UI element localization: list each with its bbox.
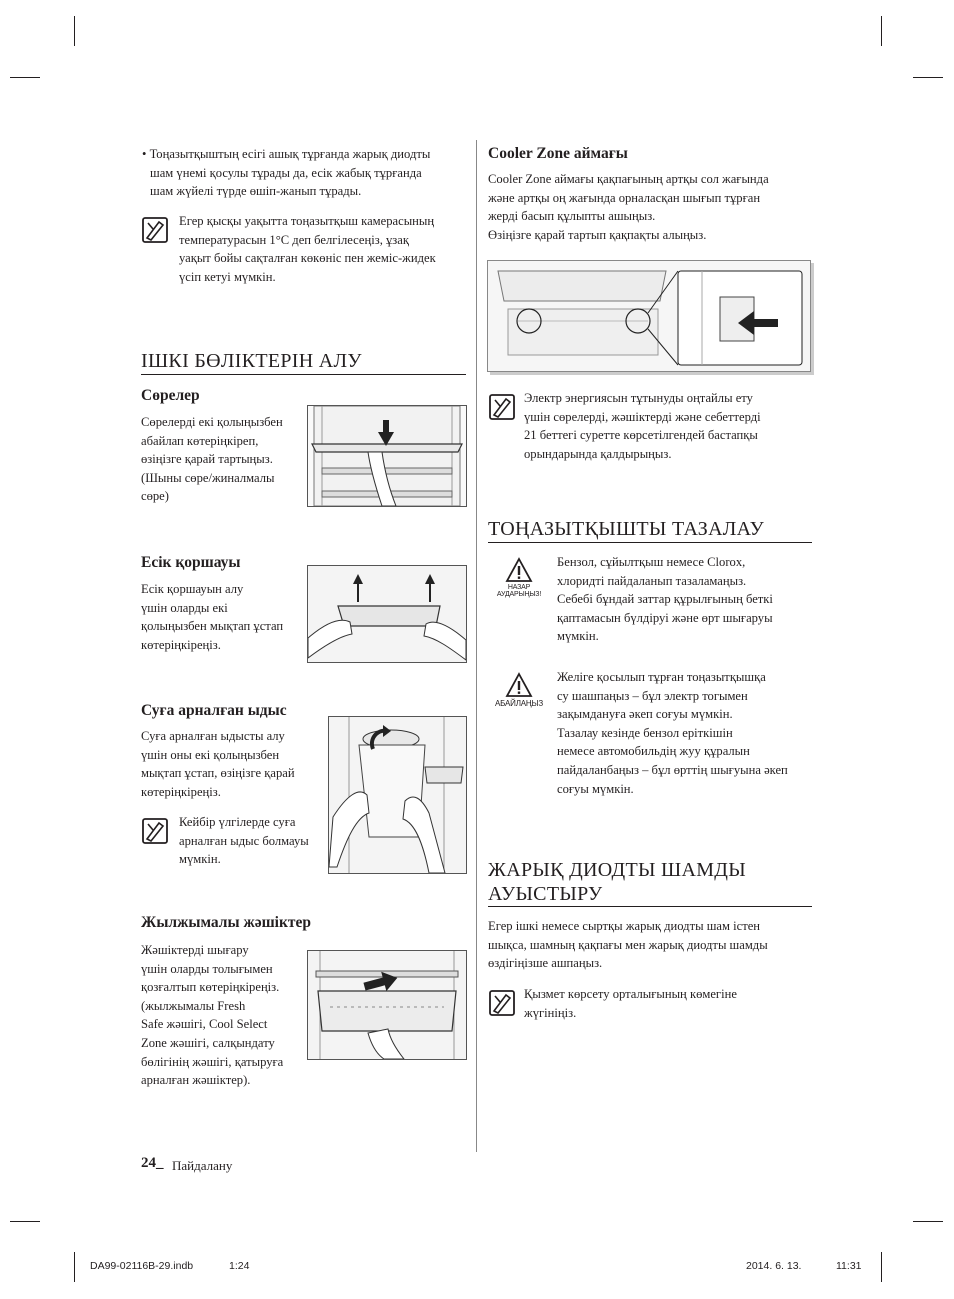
column-divider	[476, 140, 477, 1152]
crop-mark	[913, 77, 943, 78]
note-text-temperature: Егер қысқы уақытта тоңазытқыш камерасының температурасын 1°C деп белгілесеңіз, ұзақ уақыт бойы сақталған көкөніс пен жеміс-жидек үсіп кетуі мүмкін.	[179, 214, 436, 284]
door-guard-illustration	[307, 565, 467, 663]
section-rule	[141, 374, 466, 375]
bullet-led-text: • Тоңазытқыштың есігі ашық тұрғанда жарық диодты шам үнемі қосулы тұрады да, есік жабық тұрғанда шам жүйелі түрде өшіп-жанып тұрады.	[142, 147, 431, 199]
warning-triangle-icon	[505, 557, 533, 583]
drawer-illustration	[307, 950, 467, 1060]
subtitle-water-tank: Суға арналған ыдыс	[141, 702, 287, 719]
cooler-zone-text: Cooler Zone аймағы қақпағының артқы сол жағында және артқы оң жағында орналасқан шығып тұрған жерді басып құлыпты ашыңыз. Өзіңізге қарай тартып қақпақты алыңыз.	[488, 172, 769, 242]
section-title-led: ЖАРЫҚ ДИОДТЫ ШАМДЫ АУЫСТЫРУ	[488, 859, 746, 905]
crop-mark	[913, 1221, 943, 1222]
crop-mark	[74, 1252, 75, 1282]
crop-mark	[10, 77, 40, 78]
footer-date: 2014. 6. 13.	[746, 1260, 802, 1272]
door-guard-text: Есік қоршауын алу үшін оларды екі қолыңызбен мықтап ұстап көтеріңкіреңіз.	[141, 582, 284, 652]
warning-label: НАЗАР АУДАРЫҢЫЗ!	[496, 584, 542, 598]
shelf-illustration	[307, 405, 467, 507]
drawers-text: Жәшіктерді шығару үшін оларды толығымен қозғалтып көтеріңкіреңіз. (жылжымалы Fresh Safe жәшігі, Cool Select Zone жәшігі, салқындату бөлігінің жәшігі, қатыруға арналған жәшіктер).	[141, 943, 284, 1088]
note-energy-text: Электр энергиясын тұтынуды оңтайлы ету үшін сөрелерді, жәшіктерді және себеттерді 21 беттегі суретте көрсетілгендей бастапқы орындарында қалдырыңыз.	[524, 391, 761, 461]
section-rule	[488, 906, 812, 907]
subtitle-door-guard: Есік қоршауы	[141, 554, 241, 571]
warning-block	[486, 557, 552, 598]
footer-file: DA99-02116B-29.indb	[90, 1260, 194, 1272]
caution-label: АБАЙЛАҢЫЗ	[495, 699, 543, 708]
warning2-text: Желіге қосылып тұрған тоңазытқышқа су шашпаңыз – бұл электр тогымен зақымдануға әкеп соғуы мүмкін. Тазалау кезінде бензол еріткішін немесе автомобильдің жуу құралын пайдаланбаңыз – бұл өрттің шығуына әкеп соғуы мүмкін.	[557, 670, 788, 796]
led-text: Егер ішкі немесе сыртқы жарық диодты шам істен шықса, шамның қақпағы мен жарық диодты шамды өздігіңізше ашпаңыз.	[488, 919, 768, 971]
footer-page: 1:24	[229, 1260, 250, 1272]
section-title-remove-parts: ІШКІ БӨЛІКТЕРІН АЛУ	[141, 350, 362, 372]
note-icon	[489, 394, 515, 420]
footer-time: 11:31	[836, 1260, 862, 1272]
note-service-text: Қызмет көрсету орталығының көмегіне жүгініңіз.	[524, 987, 737, 1020]
cooler-zone-illustration	[487, 260, 811, 372]
page-label: Пайдалану	[172, 1158, 233, 1173]
crop-mark	[881, 16, 882, 46]
subtitle-shelves: Сөрелер	[141, 387, 200, 404]
subtitle-cooler-zone: Cooler Zone аймағы	[488, 145, 628, 162]
water-tank-illustration	[328, 716, 467, 874]
note-icon	[142, 818, 168, 844]
warning1-text: Бензол, сұйылтқыш немесе Clorox, хлоридті пайдаланып тазаламаңыз. Себебі бұндай заттар құрылғының беткі қаптамасын бүлдіруі және өрт шығаруы мүмкін.	[557, 555, 773, 644]
caution-block	[486, 672, 552, 708]
section-title-cleaning: ТОҢАЗЫТҚЫШТЫ ТАЗАЛАУ	[488, 518, 765, 540]
crop-mark	[10, 1221, 40, 1222]
subtitle-drawers: Жылжымалы жәшіктер	[141, 914, 312, 931]
note-icon	[142, 217, 168, 243]
shelves-text: Сөрелерді екі қолыңызбен абайлап көтеріңкіреп, өзіңізге қарай тартыңыз. (Шыны сөре/жиналмалы сөре)	[141, 415, 283, 504]
page-number: 24_	[141, 1155, 164, 1171]
water-tank-note: Кейбір үлгілерде суға арналған ыдыс болмауы мүмкін.	[179, 815, 309, 867]
note-icon	[489, 990, 515, 1016]
crop-mark	[881, 1252, 882, 1282]
crop-mark	[74, 16, 75, 46]
water-tank-text: Суға арналған ыдысты алу үшін оны екі қолыңызбен мықтап ұстап, өзіңізге қарай көтеріңкіреңіз.	[141, 729, 295, 799]
section-rule	[488, 542, 812, 543]
warning-triangle-icon	[505, 672, 533, 698]
